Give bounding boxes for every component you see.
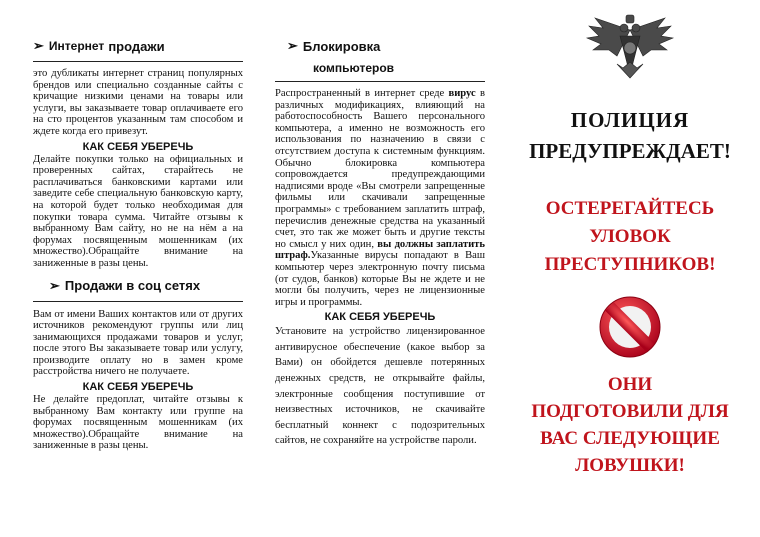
- trap-line2: ПОДГОТОВИЛИ ДЛЯ: [531, 401, 729, 422]
- intro-text: это дубликаты интернет страниц популярных брендов или специально созданные сайты с кричащие низкими ценами на товары или услуги, вы заказываете товар оплачиваете его на сто процентов указанным там способом и ждете когда его привезут.: [33, 68, 243, 137]
- warning-line2: УЛОВОК: [589, 226, 671, 247]
- police-emblem-icon: [575, 12, 685, 82]
- protect-text: Делайте покупки только на официальных и проверенных сайтах, старайтесь не расплачиваться банковскими картами или заведите себе специальную банковскую карту, на которой будет только необходимая для покупки товара сумма. Читайте отзывы к выбранному Вам сайту, но не на нём а на форумах посвященным мошенникам (их множество).Обращайте внимание на заниженные в разы цены.: [33, 153, 243, 269]
- section-title-blocking: [287, 38, 485, 54]
- social-title: Продажи в соц сетях: [64, 278, 201, 293]
- arrow-bullet-icon: ➢: [49, 277, 60, 293]
- title-prefix: Интернет: [48, 39, 105, 53]
- protect-heading: КАК СЕБЯ УБЕРЕЧЬ: [82, 140, 194, 153]
- divider: [275, 81, 485, 82]
- title-suffix: продажи: [108, 38, 165, 54]
- social-protect-heading: КАК СЕБЯ УБЕРЕЧЬ: [82, 381, 194, 394]
- blocking-text: Распространенный в интернет среде вирус в различных модификациях, влияющий на работоспособность Вашего персонального компьютера, а именно не возможность его использования по назначению в связи с отсутствием доступа к системным функциям. Обычно блокировка компьютера сопровождается предупреждающими надписями вроде «Вы смотрели запрещенные фильмы или скачивали запрещенные программы» с требованием заплатить штраф, перечислив денежные средства на указанный счет, это так же может быть и другие тексты но смысл у них один, вы должны заплатить штраф.Указанные вирусы попадают в Ваш компьютер через электронную почту письма (от судов, банков) которые Вы не ждете и не могли бы получить, через не лицензионные игры и программы.: [275, 88, 486, 308]
- warning-line1: ОСТЕРЕГАЙТЕСЬ: [545, 198, 715, 219]
- divider: [33, 61, 243, 62]
- trap-line3: ВАС СЛЕДУЮЩИЕ: [540, 428, 720, 449]
- police-title-line2: ПРЕДУПРЕЖДАЕТ!: [529, 139, 731, 163]
- column-computer-blocking: [275, 0, 485, 449]
- penalty-phrase: вы должны заплатить штраф.: [275, 238, 485, 262]
- section-title-internet-sales: [33, 38, 243, 54]
- column-police-warning: [510, 0, 750, 477]
- blocking-protect-text: Установите на устройство лицензированное антивирусное обеспечение (какое выбор за Вами) он обойдется дешевле потерянных денежных средств, не открывайте файлы, электронные сообщения поступившие от неизвестных источников, не скачивайте бесплатный коннект с подозрительных сайтов, не сохраняйте на устройстве пароли.: [275, 326, 485, 447]
- trap-line4: ЛОВУШКИ!: [575, 455, 685, 476]
- police-title-line1: ПОЛИЦИЯ: [570, 108, 690, 132]
- social-text: Вам от имени Ваших контактов или от других источников рекомендуют группы или лиц занимающихся продажами товаров и услуг, после этого Вы заказываете товар или услугу, производите оплату но в замен кроме расстройства ничего не получаете.: [33, 308, 243, 378]
- social-protect-text: Не делайте предоплат, читайте отзывы к выбранному Вам контакту или группе на форумах посвященным мошенникам (их множество).Обращайте внимание на заниженные в разы цены.: [33, 394, 243, 452]
- title-line2: компьютеров: [313, 61, 395, 75]
- prohibition-icon: [597, 294, 663, 360]
- column-internet-sales: [33, 0, 243, 452]
- title-line1: Блокировка: [302, 38, 381, 54]
- warning-line3: ПРЕСТУПНИКОВ!: [544, 254, 716, 275]
- trap-line1: ОНИ: [607, 374, 653, 395]
- blocking-protect-heading: КАК СЕБЯ УБЕРЕЧЬ: [324, 311, 436, 324]
- virus-word: вирус: [448, 88, 476, 99]
- divider: [33, 301, 243, 302]
- arrow-bullet-icon: ➢: [33, 38, 44, 53]
- arrow-bullet-icon: ➢: [287, 38, 298, 53]
- section-title-social: [49, 278, 243, 294]
